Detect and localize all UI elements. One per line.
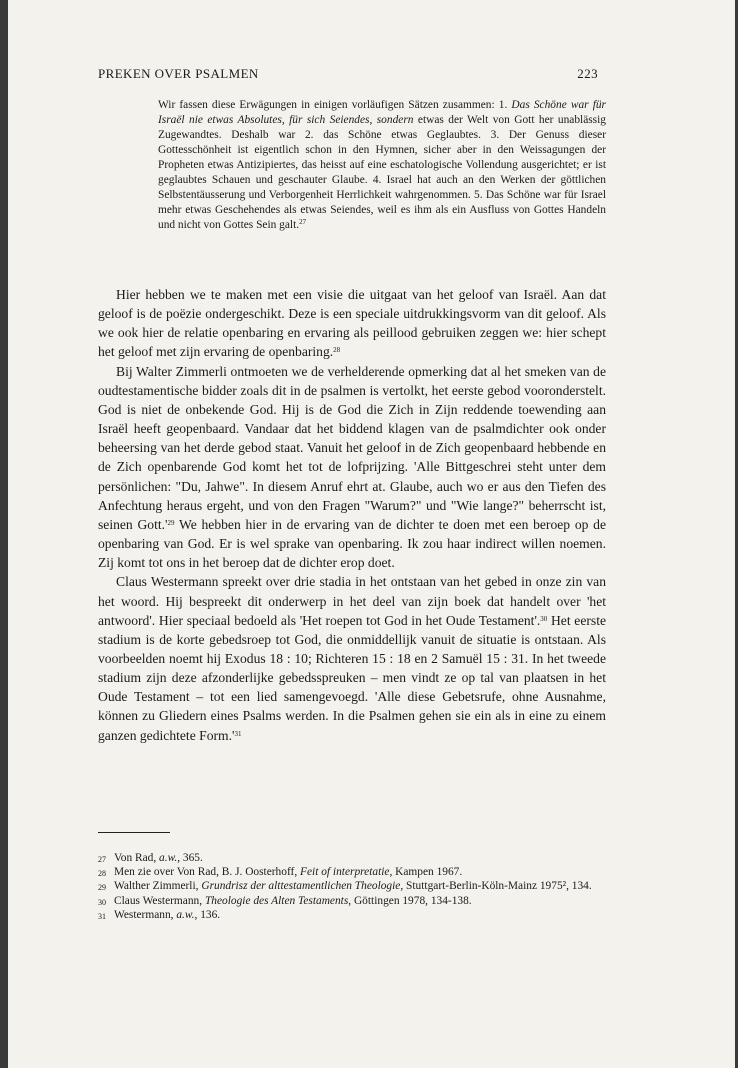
footnote-ref-29[interactable]: 29	[167, 518, 175, 527]
footnotes	[98, 852, 610, 923]
body-text	[98, 285, 606, 745]
footnote-29: 29 Walther Zimmerli, Grundrisz der alttestamentlichen Theologie, Stuttgart-Berlin-Köln-Mainz 1975², 134.	[98, 880, 592, 893]
footnote-ref-31[interactable]: 31	[234, 729, 242, 738]
paragraph-2: Bij Walter Zimmerli ontmoeten we de verhelderende opmerking dat al het smeken van de oudtestamentische bidder zoals dit in de psalmen is vertolkt, het eerste gebod vooronderstelt. God is niet de onbekende God. Hij is de God die Zich in Zijn reddende toewending aan Israël heeft geopenbaard. Vandaar dat het biddend klagen van de psalmdichter ook onder beheersing van het derde gebod staat. Vanuit het geloof in de Zich geopenbaard hebbende en de Zich openbarende God komt het tot de lofprijzing. 'Alle Bittgeschrei steht unter dem persönlichen: "Du, Jahwe". In diesem Anruf ehrt at. Glaube, auch wo er aus den Tiefen des Anfechtung heraus ergeht, und von den Fragen "Warum?" und "Wie lange?" beherrscht ist, seinen $Gott.'^{29}$ We hebben hier in de ervaring van de dichter te doen met een beroep op de openbaring van God. Er is wel sprake van openbaring. Ik zou haar indirect willen noemen. Zij komt tot ons in het beroep dat de dichter erop doet.	[98, 363, 606, 571]
book-page	[8, 0, 735, 1068]
footnote-28: 28 Men zie over Von Rad, B. J. Oosterhoff, Feit of interpretatie, Kampen 1967.	[98, 866, 463, 879]
footnote-31: 31 Westermann, a.w., 136.	[98, 908, 221, 921]
quote-text: Wir fassen diese Erwägungen in einigen vorläufigen Sätzen zusammen: 1. Das Schöne war für Israël nie etwas Absolutes, für sich Seiendes, sondern etwas der Welt von Gott her unablässig Zugewandtes. Deshalb war 2. das Schöne etwas Geglaubtes. 3. Der Genuss dieser Gottesschönheit ist eigentlich schon in den Hymnen, sicher aber in den Weissagungen der Propheten etwas Antizipiertes, das heisst auf eine eschatologische Vollendung ausgerichtet; er ist geglaubtes Schauen und geschauter Glaube. 4. Israel hat auch an den Werken der göttlichen Selbstentäusserung und Verborgenheit Herrlichkeit wahrgenommen. 5. Das Schöne war für Israel mehr etwas Geschehendes als etwas Seiendes, weil es ihm als ein Ausfluss von Gottes Handeln und nicht von Gottes Sein galt.$^{27}$	[158, 99, 606, 232]
footnote-27: 27 Von Rad, a.w., 365.	[98, 852, 203, 864]
footnote-ref-27[interactable]: 27	[299, 218, 307, 227]
footnote-30: 30 Claus Westermann, Theologie des Alten Testaments, Göttingen 1978, 134-138.	[98, 894, 472, 907]
paragraph-1: Hier hebben we te maken met een visie die uitgaat van het geloof van Israël. Aan dat geloof is de poëzie ondergeschikt. Deze is een speciale uitdrukkingsvorm van dit geloof. Als we ook hier de relatie openbaring en ervaring als peillood gebruiken zeggen we: hier schept het geloof met zijn ervaring de openbaring.$^{28}$	[98, 287, 606, 360]
block-quote	[158, 98, 606, 233]
footnote-divider	[98, 832, 170, 833]
running-title: PREKEN OVER PSALMEN	[98, 66, 259, 81]
paragraph-3: Claus Westermann spreekt over drie stadia in het ontstaan van het gebed in onze zin van het woord. Hij bespreekt dit onderwerp in het deel van zijn boek dat handelt over 'het antwoord'. Hier speciaal bedoeld als 'Het roepen tot God in het Oude Testament'.$^{30}$ Het eerste stadium is de korte gebedsroep tot God, die onmiddellijk vanuit de situatie is ontstaan. Als voorbeelden noemt hij Exodus 18 : 10; Richteren 15 : 18 en 2 Samuël 15 : 31. In het tweede stadium zijn deze afzonderlijke gebedsspreuken – men vindt ze op tal van plaatsen in het Oude Testament – tot een lied samengevoegd. 'Alle diese Gebetsrufe, ohne Ausnahme, können zu Gliedern eines Psalms werden. In die Psalmen gehen sie ein als in eine zu einem ganzen gedichtete $Form.'^{31}$	[98, 574, 607, 743]
page-number: 223	[577, 66, 598, 81]
running-header	[98, 66, 598, 82]
footnote-ref-30[interactable]: 30	[540, 614, 548, 623]
quote-emphasis: Das Schöne war für Israël nie etwas Absolutes, für sich Seiendes, sondern	[158, 99, 606, 127]
footnote-ref-28[interactable]: 28	[333, 346, 341, 355]
